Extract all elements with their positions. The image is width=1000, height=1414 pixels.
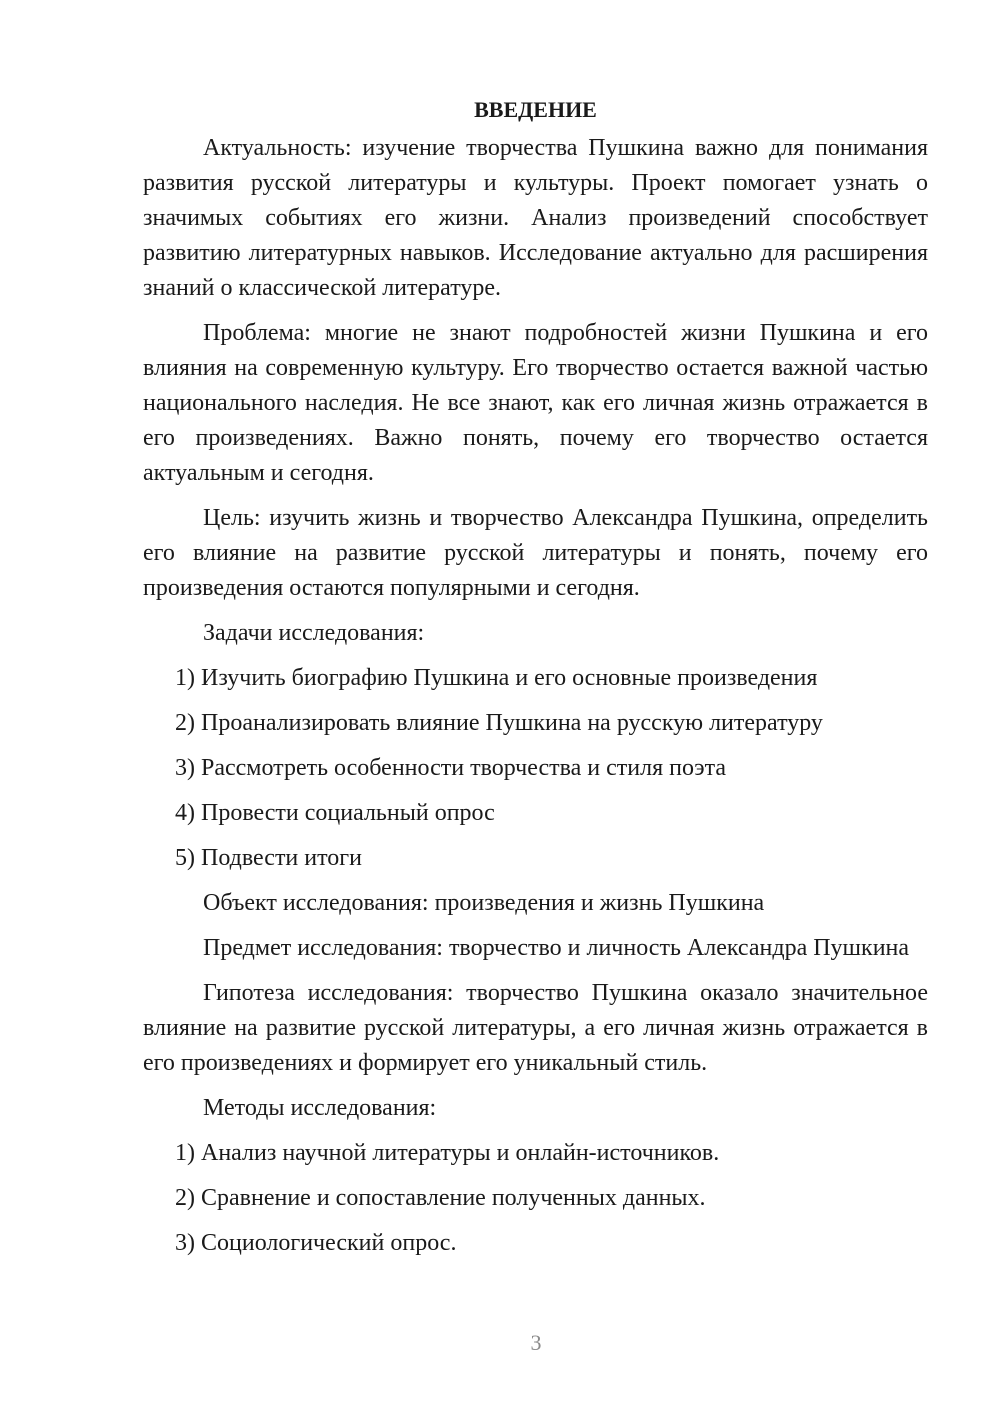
task-item: 2) Проанализировать влияние Пушкина на русскую литературу [175,710,823,736]
object-paragraph: Объект исследования: произведения и жизнь Пушкина [203,890,765,916]
relevance-paragraph: Актуальность: изучение творчества Пушкина важно для понимания развития русской литературы и культуры. Проект помогает узнать о значимых событиях его жизни. Анализ произведений способствует развитию литературных навыков. Исследование актуально для расширения знаний о классической литературе. [143,135,928,301]
task-item: 4) Провести социальный опрос [175,800,495,826]
task-item: 1) Изучить биографию Пушкина и его основные произведения [175,665,818,691]
hypothesis-paragraph: Гипотеза исследования: творчество Пушкина оказало значительное влияние на развитие русской литературы, а его личная жизнь отражается в его произведениях и формирует его уникальный стиль. [143,980,928,1076]
task-item: 5) Подвести итоги [175,845,362,871]
goal-paragraph: Цель: изучить жизнь и творчество Александра Пушкина, определить его влияние на развитие русской литературы и понять, почему его произведения остаются популярными и сегодня. [143,505,928,601]
method-item: 2) Сравнение и сопоставление полученных данных. [175,1185,706,1211]
page-number: 3 [530,1330,542,1355]
tasks-heading: Задачи исследования: [203,620,425,646]
methods-heading: Методы исследования: [203,1095,437,1121]
method-item: 1) Анализ научной литературы и онлайн-источников. [175,1140,720,1166]
problem-paragraph: Проблема: многие не знают подробностей жизни Пушкина и его влияния на современную культуру. Его творчество остается важной частью национального наследия. Не все знают, как его личная жизнь отражается в его произведениях. Важно понять, почему его творчество остается актуальным и сегодня. [143,320,928,486]
document-page [143,92,928,1271]
subject-paragraph: Предмет исследования: творчество и личность Александра Пушкина [203,935,910,961]
task-item: 3) Рассмотреть особенности творчества и стиля поэта [175,755,727,781]
method-item: 3) Социологический опрос. [175,1230,457,1256]
section-title: ВВЕДЕНИЕ [474,97,597,122]
